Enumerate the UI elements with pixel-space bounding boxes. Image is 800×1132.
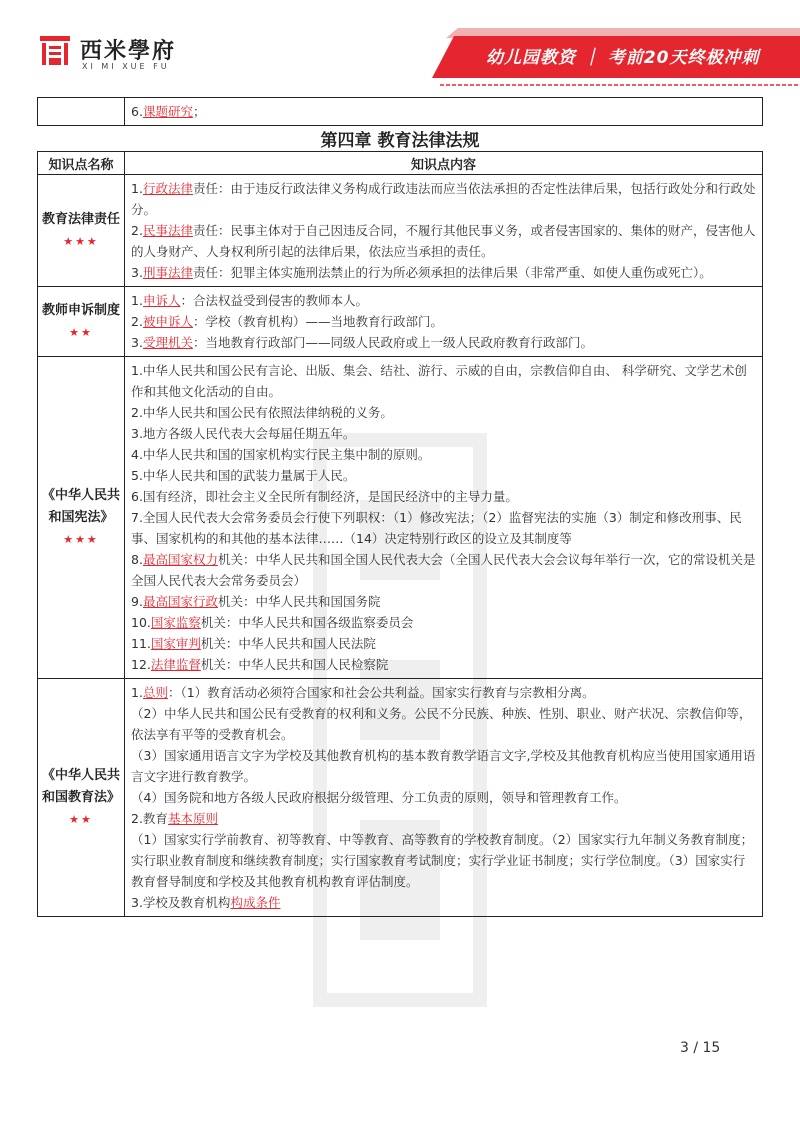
importance-stars: ★★★ [63, 234, 99, 248]
list-item: 2.教育基本原则 [131, 811, 218, 826]
topic-name: 《中华人民共和国教育法》 [42, 767, 121, 805]
importance-stars: ★★ [69, 812, 93, 826]
list-item: 2.中华人民共和国公民有依照法律纳税的义务。 [131, 405, 393, 420]
list-item: 1.申诉人：合法权益受到侵害的教师本人。 [131, 293, 368, 308]
list-item: 4.中华人民共和国的国家机构实行民主集中制的原则。 [131, 447, 431, 462]
list-item: 2.民事法律责任：民事主体对于自己因违反合同，不履行其他民事义务，或者侵害国家的、集体的财产，侵害他人的人身财产、人身权利所引起的法律后果，依法应当承担的责任。 [131, 223, 756, 259]
list-item: 2.被申诉人：学校（教育机构）——当地教育行政部门。 [131, 314, 443, 329]
importance-stars: ★★ [69, 325, 93, 339]
list-item: 1.中华人民共和国公民有言论、出版、集会、结社、游行、示威的自由，宗教信仰自由、 科学研究、文学艺术创作和其他文化活动的自由。 [131, 363, 747, 399]
list-item: 6.国有经济，即社会主义全民所有制经济，是国民经济中的主导力量。 [131, 489, 518, 504]
table-row [38, 287, 763, 357]
table-row [38, 679, 763, 917]
topic-name: 教师申诉制度 [42, 302, 121, 318]
banner-text: 幼儿园教资 ｜ 考前20天终极冲刺 [486, 48, 760, 68]
list-item: 3.学校及教育机构构成条件 [131, 895, 281, 910]
column-header-name: 知识点名称 [38, 152, 125, 175]
list-item: （1）国家实行学前教育、初等教育、中等教育、高等教育的学校教育制度。（2）国家实行九年制义务教育制度；实行职业教育制度和继续教育制度；实行国家教育考试制度；实行学业证书制度；实行学位制度。（3）国家实行教育督导制度和学校及其他教育机构教育评估制度。 [131, 832, 754, 889]
column-header-content: 知识点内容 [125, 152, 763, 175]
list-item: （2）中华人民共和国公民有受教育的权利和义务。公民不分民族、种族、性别、职业、财产状况、宗教信仰等，依法享有平等的受教育机会。 [131, 706, 752, 742]
list-item: 12.法律监督机关：中华人民共和国人民检察院 [131, 657, 389, 672]
table-row [38, 175, 763, 287]
list-item: （3）国家通用语言文字为学校及其他教育机构的基本教育教学语言文字,学校及其他教育机构应当使用国家通用语言文字进行教育教学。 [131, 748, 756, 784]
list-item: 11.国家审判机关：中华人民共和国人民法院 [131, 636, 376, 651]
list-item: 1.行政法律责任：由于违反行政法律义务构成行政违法而应当依法承担的否定性法律后果，包括行政处分和行政处分。 [131, 181, 756, 217]
list-item: 3.刑事法律责任：犯罪主体实施刑法禁止的行为所必须承担的法律后果（非常严重、如使人重伤或死亡）。 [131, 265, 712, 280]
list-item: 1.总则：（1）教育活动必须符合国家和社会公共利益。国家实行教育与宗教相分离。 [131, 685, 595, 700]
list-item: 3.地方各级人民代表大会每届任期五年。 [131, 426, 356, 441]
topic-name: 《中华人民共和国宪法》 [42, 487, 121, 525]
table-row [38, 357, 763, 679]
chapter-title: 第四章 教育法律法规 [38, 126, 763, 152]
list-item: 10.国家监察机关：中华人民共和国各级监察委员会 [131, 615, 414, 630]
brand-subtitle: XI MI XUE FU [82, 62, 170, 71]
table-row-top [38, 98, 763, 126]
brand-name: 西米學府 [80, 39, 177, 64]
list-item: 6.课题研究； [131, 104, 206, 119]
brand-logo-icon [38, 34, 72, 68]
topic-name: 教育法律责任 [42, 211, 121, 227]
key-term: 课题研究 [142, 104, 193, 119]
column-header-row [38, 152, 763, 175]
list-item: （4）国务院和地方各级人民政府根据分级管理、分工负责的原则，领导和管理教育工作。 [131, 790, 627, 805]
list-item: 5.中华人民共和国的武装力量属于人民。 [131, 468, 356, 483]
page-header [0, 0, 800, 80]
list-item: 7.全国人民代表大会常务委员会行使下列职权：（1）修改宪法；（2）监督宪法的实施（3）制定和修改刑事、民事、国家机构的和其他的基本法律……（14）决定特别行政区的设立及其制度等 [131, 510, 742, 546]
knowledge-table [37, 97, 763, 917]
page-number: 3 / 15 [680, 1040, 721, 1056]
list-item: 9.最高国家行政机关：中华人民共和国国务院 [131, 594, 381, 609]
banner-underline-decoration [440, 82, 800, 88]
list-item: 3.受理机关：当地教育行政部门——同级人民政府或上一级人民政府教育行政部门。 [131, 335, 593, 350]
chapter-title-row [38, 126, 763, 152]
importance-stars: ★★★ [63, 532, 99, 546]
list-item: 8.最高国家权力机关：中华人民共和国全国人民代表大会（全国人民代表大会会议每年举行一次，它的常设机关是全国人民代表大会常务委员会） [131, 552, 756, 588]
